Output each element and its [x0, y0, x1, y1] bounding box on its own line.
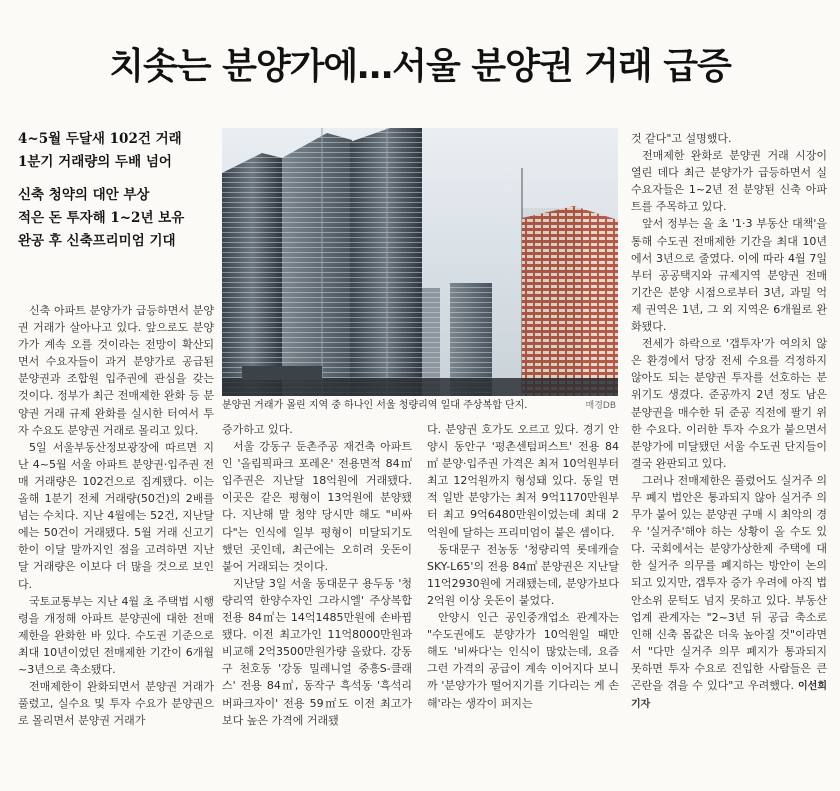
subheadline-1: 4~5월 두달새 102건 거래: [18, 131, 182, 147]
paragraph: 전매제한 완화로 분양권 거래 시장이 열린 데다 최근 분양가가 급등하면서 실수요자들은 1~2년 전 분양된 신축 아파트를 주목하고 있다.: [631, 149, 827, 214]
subheadline-2: 1분기 거래량의 두배 넘어: [18, 154, 172, 170]
paragraph: 동대문구 전농동 '청량리역 롯데캐슬 SKY-L65'의 전용 84㎡ 분양권은 지난달 11억2930원에 거래됐는데, 분양가보다 2억원 이상 웃돈이 붙었다.: [427, 542, 619, 607]
paragraph: [631, 472, 827, 713]
byline: 이선희 기자: [631, 681, 827, 711]
subheadline-block: [18, 128, 213, 253]
paragraph: 전매제한이 완화되면서 분양권 거래가 풀렸고, 실수요 및 투자 수요가 분양권으로 몰리면서 분양권 거래가: [18, 680, 214, 728]
paragraph: 국토교통부는 지난 4월 초 주택법 시행령을 개정해 아파트 분양권에 대한 전매제한을 완화한 바 있다. 수도권 기준으로 최대 10년이었던 전매제한 기간이 6개월~3년으로 축소됐다.: [18, 594, 214, 676]
paragraph: 지난달 3일 서울 동대문구 용두동 '청량리역 한양수자인 그라시엘' 주상복합 전용 84㎡는 14억1485만원에 손바뀜됐다. 이전 최고가인 11억8000만원과 비교해 2억3500만원가량 올랐다. 강동구 천호동 '강동 밀레니얼 중흥S-클래스' 전용 84㎡, 동작구 흑석동 '흑석리버파크자이' 전용 59㎡도 이전 최고가보다 높은 가격에 거래됐: [222, 576, 412, 727]
paragraph: 다. 분양권 호가도 오르고 있다. 경기 안양시 동안구 '평촌센텀퍼스트' 전용 84㎡ 분양·입주권 가격은 최저 10억원부터 최고 12억원까지 형성돼 있다. 동일 면적 일반 분양가는 최저 9억1170만원부터 최고 9억6480만원이었는데 최대 2억원에 달하는 프리미엄이 붙은 셈이다.: [427, 423, 619, 539]
paragraph: 앞서 정부는 올 초 '1·3 부동산 대책'을 통해 수도권 전매제한 기간을 최대 10년에서 3년으로 줄였다. 이에 따라 4월 7일부터 공공택지와 규제지역 분양권 전매 기간은 분양 시점으로부터 3년, 과밀 억제 권역은 1년, 그 외 지역은 6개월로 완화됐다.: [631, 217, 827, 334]
subheadline-3: 신축 청약의 대안 부상: [18, 187, 150, 203]
photo-credit: 매경DB: [585, 401, 616, 411]
caption-text: 분양권 거래가 몰린 지역 중 하나인 서울 청량리역 일대 주상복합 단지.: [222, 400, 528, 411]
paragraph: 전세가 하락으로 '갭투자'가 여의치 않은 환경에서 당장 전세 수요를 걱정하지 않아도 되는 분양권 투자를 선호하는 분위기도 생겼다. 준공까지 2년 정도 남은 분양권을 매수한 뒤 준공 직전에 팔기 위한 수요다. 이러한 투자 수요가 붙으면서 분양가에 미달됐던 서울 수도권 단지들이 결국 완판되고 있다.: [631, 337, 827, 470]
news-photo: [222, 128, 618, 396]
photo-caption: [222, 397, 618, 415]
article-column-2: [222, 421, 412, 729]
article-column-4: [631, 130, 827, 713]
subheadline-5: 완공 후 신축프리미엄 기대: [18, 233, 176, 249]
paragraph: 신축 아파트 분양가가 급등하면서 분양권 거래가 살아나고 있다. 앞으로도 분양가가 계속 오를 것이라는 전망이 확산되면서 수요자들이 과거 분양가로 공급된 분양권과 조합원 입주권에 관심을 갖는 것이다. 정부가 최근 전매제한 완화 등 분양권 거래 규제 완화를 실시한 터여서 투자 수요도 분양권 거래로 몰리고 있다.: [18, 304, 214, 437]
paragraph: 안양시 인근 공인중개업소 관계자는 "수도권에도 분양가가 10억원일 때만 해도 '비싸다'는 인식이 많았는데, 요즘 그런 가격의 공급이 계속 이어지다 보니까 '분양가가 떨어지기를 기다리는 게 손해'라는 생각이 퍼지는: [427, 611, 619, 710]
paragraph: 서울 강동구 둔촌주공 재건축 아파트인 '올림픽파크 포레온' 전용면적 84㎡ 입주권은 지난달 18억원에 거래됐다. 이곳은 같은 평형이 13억원에 분양됐다. 지난해 말 청약 당시만 해도 "비싸다"는 인식에 일부 평형이 미달되기도 했던 곳인데, 최근에는 오히려 웃돈이 붙어 거래되는 것이다.: [222, 440, 412, 573]
article-column-1: [18, 302, 214, 729]
paragraph-text: 그러나 전매제한은 풀렸어도 실거주 의무 폐지 법안은 통과되지 않아 실거주 의무가 붙어 있는 분양권 구매 시 최악의 경우 '실거주'해야 하는 상황이 올 수도 있다. 국회에서는 분양가상한제 주택에 대한 실거주 의무를 폐지하는 방안이 논의되고 있지만, 갭투자 증가 우려에 아직 법안소위 문턱도 넘지 못하고 있다. 부동산 업계 관계자는 "2~3년 뒤 공급 축소로 인해 신축 몸값은 더욱 높아질 것"이라면서 "다만 실거주 의무 폐지가 통과되지 못하면 투자 수요로 진입한 사람들은 큰 곤란을 겪을 수 있다"고 우려했다.: [631, 473, 827, 692]
headline: 치솟는 분양가에…서울 분양권 거래 급증: [109, 46, 731, 87]
subheadline-4: 적은 돈 투자해 1~2년 보유: [18, 210, 185, 226]
paragraph: 5일 서울부동산정보광장에 따르면 지난 4~5월 서울 아파트 분양권·입주권 전매 거래량은 102건으로 집계됐다. 이는 올해 1분기 전체 거래량(50건)의 2배를 넘는 수치다. 지난 4월에는 52건, 지난달에는 50건이 거래됐다. 5월 거래 신고기한이 이달 말까지인 점을 고려하면 지난달 거래량은 이보다 더 많을 것으로 보인다.: [18, 440, 214, 591]
article-column-3: [427, 421, 619, 712]
paragraph: 증가하고 있다.: [222, 423, 293, 436]
paragraph: 것 같다"고 설명했다.: [631, 132, 732, 145]
